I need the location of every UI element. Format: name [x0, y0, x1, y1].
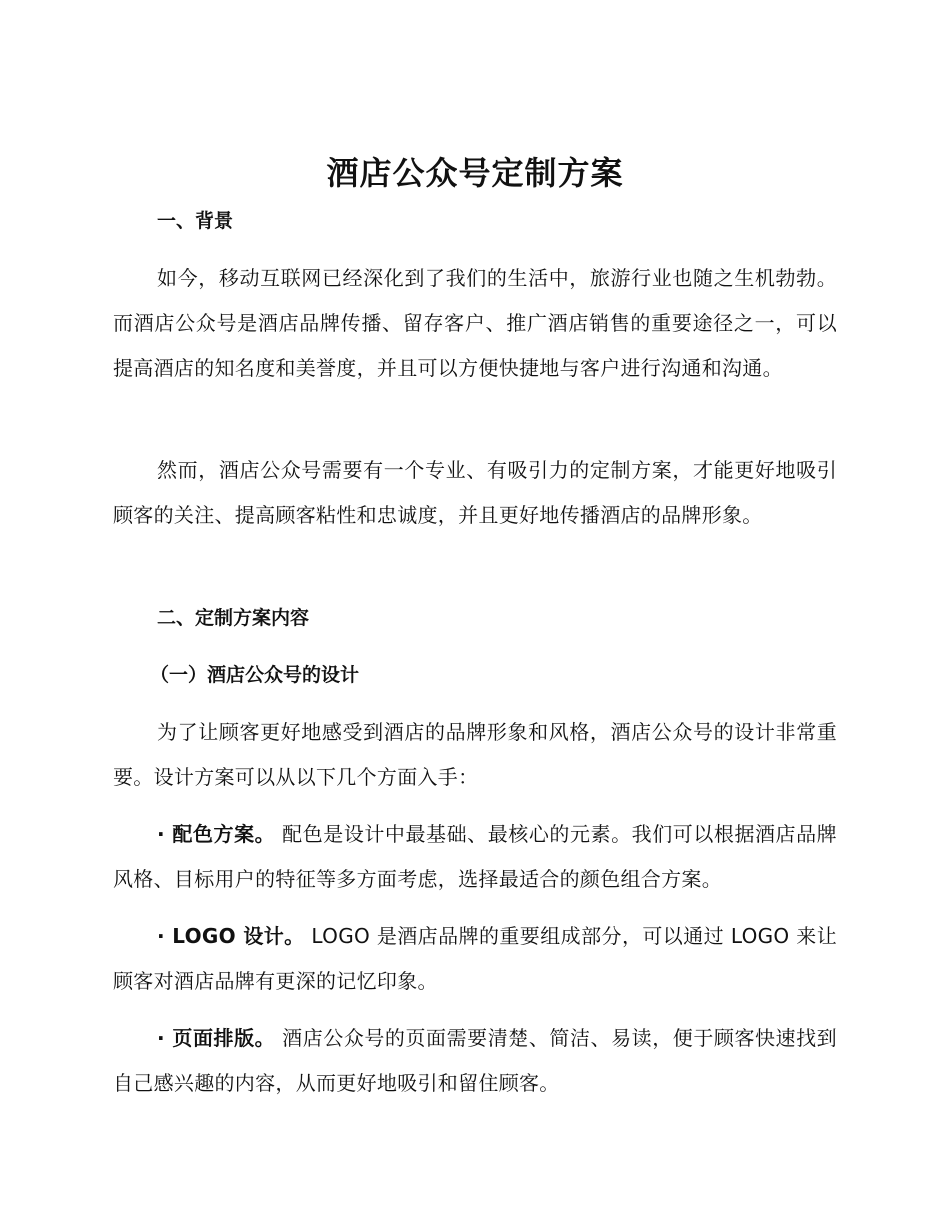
bullet-page-layout — [113, 1016, 837, 1106]
bullet-label: · 配色方案。 — [157, 822, 276, 846]
bullet-text: 酒店公众号的页面需要清楚、简洁、易读，便于顾客快速找到自己感兴趣的内容，从而更好地吸引和留住顾客。 — [113, 1026, 837, 1095]
design-intro-paragraph: 为了让顾客更好地感受到酒店的品牌形象和风格，酒店公众号的设计非常重要。设计方案可以从以下几个方面入手： — [113, 720, 837, 789]
section-heading-plan-content: 二、定制方案内容 — [157, 607, 310, 629]
bullet-text: LOGO 是酒店品牌的重要组成部分，可以通过 LOGO 来让顾客对酒店品牌有更深的记忆印象。 — [113, 924, 837, 993]
background-paragraph-1: 如今，移动互联网已经深化到了我们的生活中，旅游行业也随之生机勃勃。而酒店公众号是酒店品牌传播、留存客户、推广酒店销售的重要途径之一，可以提高酒店的知名度和美誉度，并且可以方便快捷地与客户进行沟通和沟通。 — [113, 266, 837, 380]
background-paragraph-2: 然而，酒店公众号需要有一个专业、有吸引力的定制方案，才能更好地吸引顾客的关注、提高顾客粘性和忠诚度，并且更好地传播酒店的品牌形象。 — [113, 458, 837, 527]
bullet-label: · 页面排版。 — [157, 1026, 276, 1050]
document-title: 酒店公众号定制方案 — [326, 154, 624, 192]
bullet-text: 配色是设计中最基础、最核心的元素。我们可以根据酒店品牌风格、目标用户的特征等多方面考虑，选择最适合的颜色组合方案。 — [113, 822, 837, 891]
bullet-logo-design — [113, 914, 837, 1004]
section-heading-background: 一、背景 — [157, 210, 234, 232]
bullet-color-scheme — [113, 812, 837, 902]
bullet-label: · LOGO 设计。 — [157, 924, 305, 948]
subsection-heading-design: （一）酒店公众号的设计 — [150, 664, 360, 686]
